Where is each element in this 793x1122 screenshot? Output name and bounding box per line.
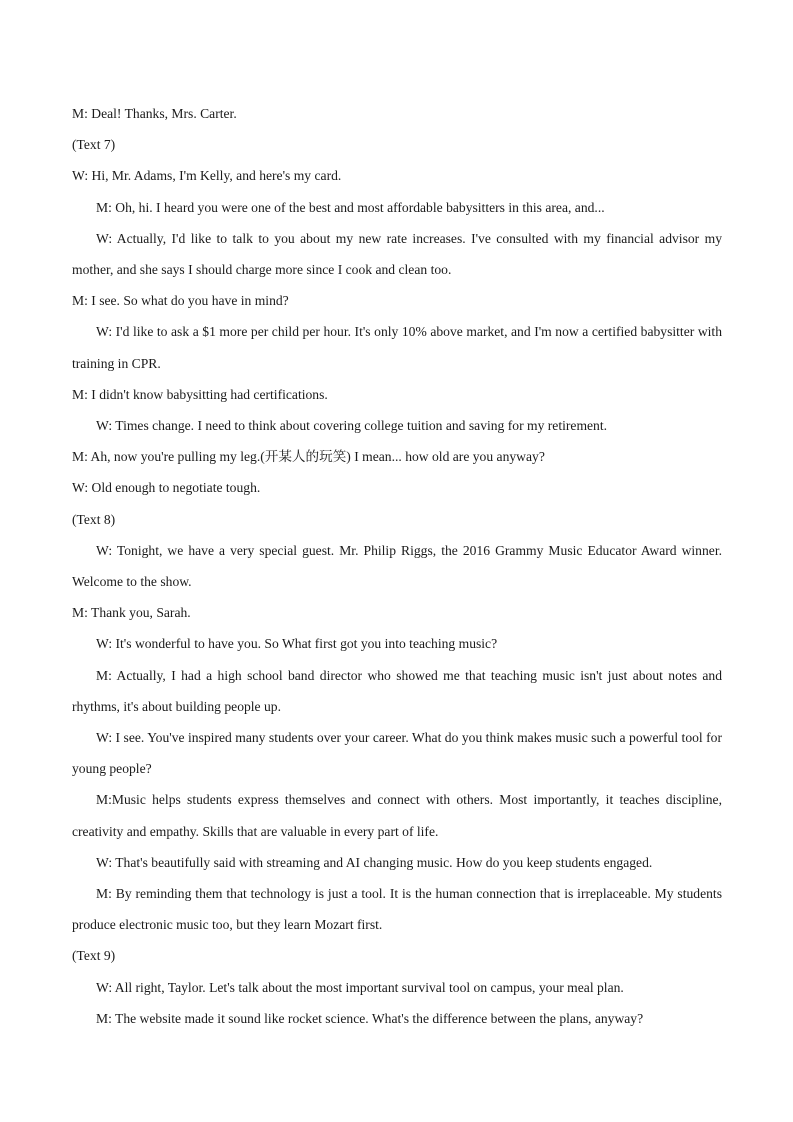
dialogue-line: M: Oh, hi. I heard you were one of the best and most affordable babysitters in this area, and...: [96, 199, 605, 215]
dialogue-line: W: Times change. I need to think about covering college tuition and saving for my retirement.: [96, 418, 608, 434]
dialogue-line: W: Actually, I'd like to talk to you about my new rate increases. I've consulted with my financial advisor my mother, and she says I should charge more since I cook and clean too.: [72, 230, 722, 278]
dialogue-line: M: I see. So what do you have in mind?: [72, 293, 289, 309]
section-heading-text-8: (Text 8): [72, 511, 116, 527]
dialogue-line: W: I'd like to ask a $1 more per child per hour. It's only 10% above market, and I'm now a certified babysitter with training in CPR.: [72, 324, 722, 371]
dialogue-line: W: Tonight, we have a very special guest. Mr. Philip Riggs, the 2016 Grammy Music Educator Award winner. Welcome to the show.: [72, 542, 722, 590]
dialogue-line: M: Actually, I had a high school band director who showed me that teaching music isn't just about notes and rhythms, it's about building people up.: [72, 667, 722, 714]
dialogue-line: W: Old enough to negotiate tough.: [72, 480, 261, 496]
dialogue-line: M: Deal! Thanks, Mrs. Carter.: [72, 106, 237, 121]
transcript-body: [72, 98, 722, 1034]
dialogue-line: W: It's wonderful to have you. So What first got you into teaching music?: [96, 636, 498, 652]
section-heading-text-7: (Text 7): [72, 137, 116, 153]
dialogue-line: M: Thank you, Sarah.: [72, 605, 191, 621]
dialogue-line: W: That's beautifully said with streaming and AI changing music. How do you keep students engaged.: [96, 854, 653, 870]
dialogue-line: W: Hi, Mr. Adams, I'm Kelly, and here's my card.: [72, 168, 342, 184]
dialogue-line: M: I didn't know babysitting had certifications.: [72, 386, 328, 402]
dialogue-line: M: By reminding them that technology is just a tool. It is the human connection that is irreplaceable. My students produce electronic music too, but they learn Mozart first.: [72, 886, 722, 933]
dialogue-line: W: I see. You've inspired many students over your career. What do you think makes music such a powerful tool for young people?: [72, 730, 722, 777]
dialogue-line: M: The website made it sound like rocket science. What's the difference between the plans, anyway?: [96, 1010, 644, 1026]
dialogue-line: W: All right, Taylor. Let's talk about the most important survival tool on campus, your meal plan.: [96, 979, 624, 995]
dialogue-line: M: Ah, now you're pulling my leg.(开某人的玩笑) I mean... how old are you anyway?: [72, 449, 545, 465]
dialogue-line: M:Music helps students express themselves and connect with others. Most importantly, it teaches discipline, creativity and empathy. Skills that are valuable in every part of life.: [72, 792, 722, 839]
section-heading-text-9: (Text 9): [72, 948, 116, 964]
